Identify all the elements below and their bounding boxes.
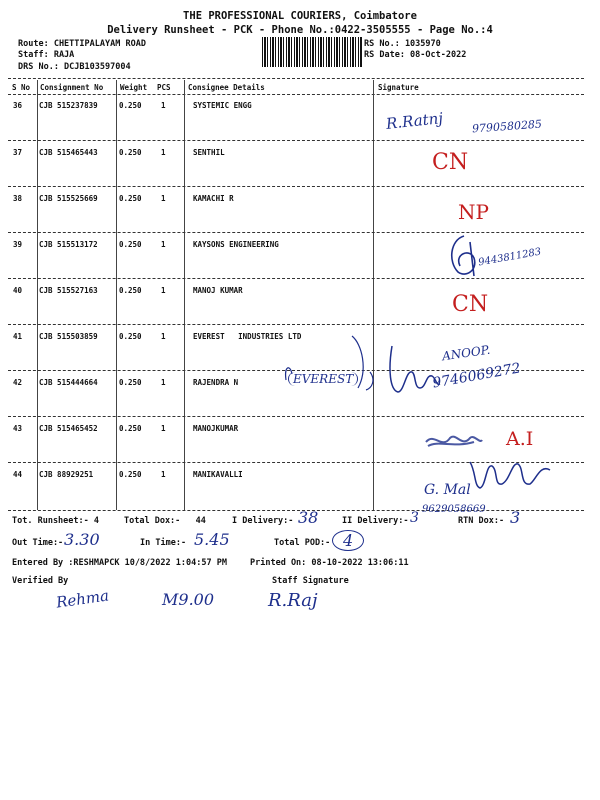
verified-time: M9.00: [162, 590, 215, 609]
in-time-value: 5.45: [194, 530, 230, 549]
route: Route: CHETTIPALAYAM ROAD: [18, 39, 146, 49]
total-dox: Total Dox:- 44: [124, 516, 206, 526]
row-consignee: SYSTEMIC ENGG: [193, 101, 252, 110]
total-pod-value: 4: [332, 530, 364, 551]
col-consignment: Consignment No: [40, 83, 104, 92]
row-consignment: CJB 515465452: [39, 424, 98, 433]
row-rule: [8, 140, 584, 141]
row-rule: [8, 278, 584, 279]
phone-note-42: 9746069272: [431, 360, 522, 392]
row-consignment: CJB 88929251: [39, 470, 94, 479]
barcode: [262, 37, 362, 67]
row-consignment: CJB 515465443: [39, 148, 98, 157]
row-consignee: MANIKAVALLI: [193, 470, 243, 479]
phone-note-39: 9443811283: [477, 246, 543, 269]
row-sno: 36: [13, 101, 23, 110]
rs-date: RS Date: 08-Oct-2022: [364, 50, 467, 60]
row-pcs: 1: [161, 470, 166, 479]
runsheet-subtitle: Delivery Runsheet - PCK - Phone No.:0422-3505555 - Page No.:4: [107, 24, 493, 36]
signature-43-scribble: [424, 430, 484, 452]
row-weight: 0.250: [119, 194, 142, 203]
row-rule: [8, 510, 584, 511]
total-pod-label: Total POD:-: [274, 538, 331, 548]
table-header-rule: [8, 94, 584, 95]
staff-signature: R.Raj: [268, 590, 318, 611]
row-sno: 44: [13, 470, 23, 479]
row-rule: [8, 186, 584, 187]
row-weight: 0.250: [119, 101, 142, 110]
row-sno: 37: [13, 148, 23, 157]
everest-stamp-scribble: [282, 330, 382, 400]
row-weight: 0.250: [119, 424, 142, 433]
row-consignee: MANOJ KUMAR: [193, 286, 243, 295]
row-weight: 0.250: [119, 378, 142, 387]
status-mark-38: NP: [458, 200, 489, 224]
col-pcs: PCS: [157, 83, 171, 92]
rs-number: RS No.: 1035970: [364, 39, 441, 49]
row-consignee: KAMACHI R: [193, 194, 234, 203]
staff: Staff: RAJA: [18, 50, 75, 60]
printed-on: Printed On: 08-10-2022 13:06:11: [250, 558, 409, 568]
status-mark-40: CN: [452, 292, 489, 317]
in-time-label: In Time:-: [140, 538, 187, 548]
row-pcs: 1: [161, 378, 166, 387]
row-consignee: KAYSONS ENGINEERING: [193, 240, 279, 249]
row-pcs: 1: [161, 286, 166, 295]
ii-delivery-label: II Delivery:-: [342, 516, 409, 526]
row-weight: 0.250: [119, 470, 142, 479]
row-rule: [8, 416, 584, 417]
col-signature: Signature: [378, 83, 419, 92]
total-runsheet: Tot. Runsheet:- 4: [12, 516, 99, 526]
row-pcs: 1: [161, 240, 166, 249]
row-pcs: 1: [161, 101, 166, 110]
row-weight: 0.250: [119, 240, 142, 249]
out-time-label: Out Time:-: [12, 538, 64, 548]
col-weight: Weight: [120, 83, 148, 92]
row-sno: 41: [13, 332, 23, 341]
i-delivery-count: 38: [298, 508, 319, 527]
staff-signature-label: Staff Signature: [272, 576, 349, 586]
phone-note-36: 9790580285: [471, 117, 543, 136]
row-rule: [8, 324, 584, 325]
row-pcs: 1: [161, 332, 166, 341]
row-pcs: 1: [161, 424, 166, 433]
row-pcs: 1: [161, 194, 166, 203]
ii-delivery-count: 3: [410, 510, 419, 526]
footer-phone-note: 9629058669: [422, 504, 486, 515]
row-consignment: CJB 515513172: [39, 240, 98, 249]
out-time-value: 3.30: [64, 530, 100, 549]
rtn-dox-count: 3: [510, 508, 521, 527]
col-sno: S No: [12, 83, 31, 92]
drs-number: DRS No.: DCJB103597004: [18, 62, 131, 72]
company-title: THE PROFESSIONAL COURIERS, Coimbatore: [183, 10, 417, 22]
row-consignment: CJB 515527163: [39, 286, 98, 295]
row-pcs: 1: [161, 148, 166, 157]
row-consignment: CJB 515237839: [39, 101, 98, 110]
row-sno: 39: [13, 240, 23, 249]
row-consignee: MANOJKUMAR: [193, 424, 239, 433]
row-sno: 40: [13, 286, 23, 295]
entered-by: Entered By :RESHMAPCK 10/8/2022 1:04:57 PM: [12, 558, 227, 568]
row-rule: [8, 232, 584, 233]
signature-44: G. Mal: [424, 482, 471, 498]
row-consignment: CJB 515525669: [39, 194, 98, 203]
row-weight: 0.250: [119, 286, 142, 295]
signature-36: R.Ratnj: [385, 109, 444, 133]
row-sno: 43: [13, 424, 23, 433]
col-consignee: Consignee Details: [188, 83, 265, 92]
row-consignee: RAJENDRA N: [193, 378, 239, 387]
anoop-note: ANOOP.: [441, 342, 492, 364]
table-top-rule: [8, 78, 584, 79]
row-consignment: CJB 515444664: [39, 378, 98, 387]
row-weight: 0.250: [119, 148, 142, 157]
row-sno: 38: [13, 194, 23, 203]
rtn-dox-label: RTN Dox:-: [458, 516, 505, 526]
status-mark-43: A.I: [506, 428, 534, 450]
column-divider: [37, 80, 38, 510]
verified-by-label: Verified By: [12, 576, 69, 586]
row-consignment: CJB 515503859: [39, 332, 98, 341]
column-divider: [184, 80, 185, 510]
row-consignee: SENTHIL: [193, 148, 225, 157]
everest-note: EVEREST: [288, 372, 358, 386]
row-sno: 42: [13, 378, 23, 387]
row-weight: 0.250: [119, 332, 142, 341]
status-mark-37: CN: [432, 150, 469, 175]
verified-signature: Rehma: [55, 586, 110, 612]
i-delivery-label: I Delivery:-: [232, 516, 294, 526]
row-consignee: EVEREST INDUSTRIES LTD: [193, 332, 302, 341]
column-divider: [116, 80, 117, 510]
column-divider: [373, 80, 374, 510]
